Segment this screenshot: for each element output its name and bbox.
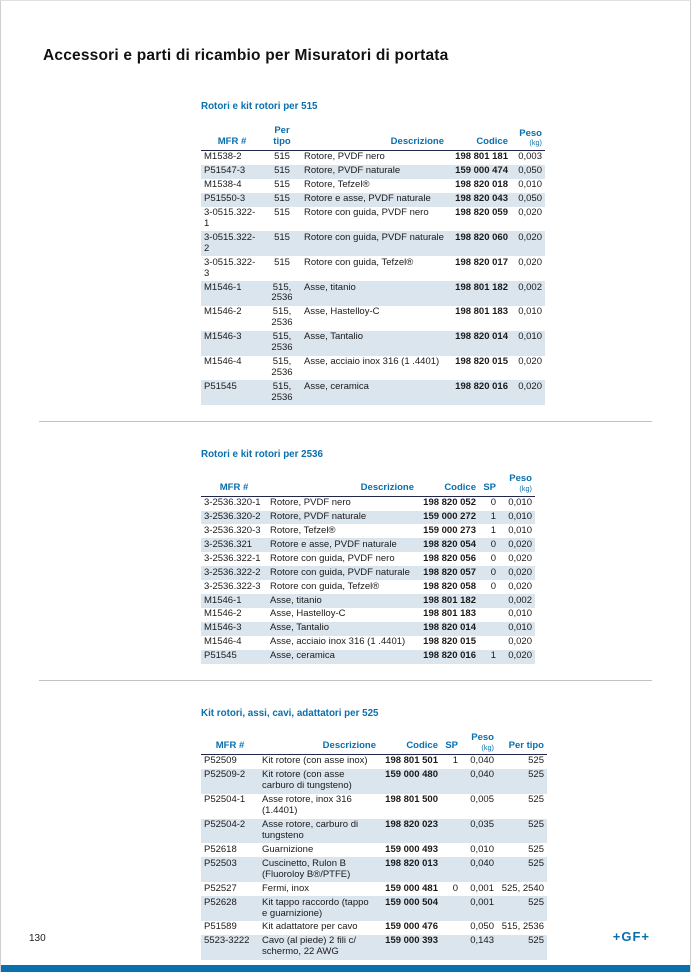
cell: 0,010 [511, 331, 545, 356]
cell: P52527 [204, 882, 237, 894]
cell: 159 000 504 [379, 896, 441, 921]
table-row [201, 193, 545, 207]
cell: 0,010 [518, 179, 542, 191]
cell: M1546-3 [201, 331, 263, 356]
gf-logo: +GF+ [612, 929, 650, 944]
cell: Rotore con guida, Tefzel® [270, 580, 380, 592]
cell: Kit tappo raccordo (tappo e guarnizione) [259, 896, 379, 921]
cell: 3-0515.322-1 [204, 207, 256, 229]
cell: P52504-2 [201, 819, 259, 844]
table-row [201, 165, 545, 179]
cell: 525 [528, 843, 544, 855]
cell: Rotore con guida, PVDF naturale [267, 566, 417, 580]
cell: 0,020 [508, 552, 532, 564]
cell: 3-0515.322-2 [201, 231, 263, 256]
unit-label: (kg) [481, 742, 494, 752]
cell [441, 896, 461, 921]
cell [441, 769, 461, 794]
cell: 525 [497, 819, 547, 844]
cell: 515, 2536 [271, 356, 293, 379]
cell [441, 857, 461, 882]
cell: 198 801 500 [385, 794, 438, 806]
cell: 3-2536.322-1 [204, 552, 261, 564]
cell: 0,010 [499, 622, 535, 636]
table-row [201, 281, 545, 306]
cell: 0,020 [499, 566, 535, 580]
cell: 198 820 060 [447, 231, 511, 256]
cell: 0 [452, 882, 458, 894]
cell: 0,005 [470, 794, 494, 806]
cell: 525 [497, 769, 547, 794]
cell: 525, 2540 [501, 882, 544, 894]
cell [479, 622, 499, 636]
cell: 515 [274, 179, 290, 191]
cell: Kit adattatore per cavo [262, 921, 358, 933]
cell: P51547-3 [201, 165, 263, 179]
cell: 0,010 [508, 497, 532, 509]
column-header: SP [441, 731, 461, 755]
cell: Asse, titanio [301, 281, 447, 306]
table-sections [1, 101, 690, 972]
table-row [201, 566, 535, 580]
column-header: Peso (kg) [461, 731, 497, 755]
column-header: Descrizione [301, 124, 447, 150]
cell: 159 000 476 [385, 921, 438, 933]
cell: Rotore con guida, PVDF nero [304, 207, 429, 219]
cell: P51550-3 [201, 193, 263, 207]
cell: Kit rotore (con asse carburo di tungsteno) [259, 769, 379, 794]
table-row [201, 843, 547, 857]
table-row [201, 896, 547, 921]
cell: Asse, acciaio inox 316 (1 .4401) [304, 356, 440, 368]
cell: 0,001 [461, 896, 497, 921]
cell: Rotore e asse, PVDF naturale [301, 193, 447, 207]
parts-table [201, 472, 535, 663]
cell: 159 000 474 [447, 165, 511, 179]
cell: M1538-2 [204, 151, 242, 163]
section-heading: Kit rotori, assi, cavi, adattatori per 525 [201, 707, 379, 719]
cell: 525 [528, 755, 544, 767]
cell: M1546-2 [204, 306, 242, 318]
table-row [201, 594, 535, 608]
cell: 0 [490, 497, 496, 509]
cell: Rotore, PVDF nero [304, 151, 385, 163]
cell: 0,035 [461, 819, 497, 844]
table-row [201, 622, 535, 636]
cell: M1546-1 [201, 594, 267, 608]
cell: 525 [497, 896, 547, 921]
cell: 0,020 [511, 231, 545, 256]
cell: 159 000 272 [417, 511, 479, 525]
cell: 0,002 [511, 281, 545, 306]
cell: 5523-3222 [201, 935, 259, 960]
cell: 0 [490, 552, 496, 564]
cell: 0,001 [470, 882, 494, 894]
cell: 0,010 [508, 524, 532, 536]
cell: 198 820 058 [423, 580, 476, 592]
header-row [201, 124, 545, 150]
cell: 515 [263, 231, 301, 256]
table-row [201, 179, 545, 193]
cell: Guarnizione [262, 843, 314, 855]
cell: 198 801 501 [385, 755, 438, 767]
cell: 3-2536.322-2 [201, 566, 267, 580]
cell: 198 820 023 [379, 819, 441, 844]
cell: 159 000 493 [385, 843, 438, 855]
column-header: MFR # [201, 124, 263, 150]
cell: 0,020 [511, 380, 545, 405]
cell: Rotore, Tefzel® [270, 524, 336, 536]
section-divider [39, 680, 652, 681]
cell: P52503 [201, 857, 259, 882]
cell: 3-2536.322-3 [204, 580, 261, 592]
cell [441, 843, 461, 857]
cell: P51545 [201, 380, 263, 405]
cell: Asse rotore, inox 316 (1.4401) [262, 794, 352, 817]
cell: Rotore, PVDF naturale [267, 511, 417, 525]
cell: 515, 2536 [263, 380, 301, 405]
column-header: Codice [379, 731, 441, 755]
catalog-section [201, 101, 650, 405]
cell: Cavo (al piede) 2 fili c/ schermo, 22 AWG [259, 935, 379, 960]
column-header: MFR # [201, 731, 259, 755]
cell: 198 820 014 [447, 331, 511, 356]
cell: 515, 2536 [263, 331, 301, 356]
cell: 3-0515.322-3 [204, 256, 256, 279]
cell: 198 820 018 [455, 179, 508, 191]
cell: 159 000 273 [423, 524, 476, 536]
cell: 525 [497, 857, 547, 882]
cell: 198 820 054 [417, 538, 479, 552]
catalog-section [201, 449, 650, 663]
cell: Rotore e asse, PVDF naturale [267, 538, 417, 552]
cell: 0,040 [461, 857, 497, 882]
cell: 3-2536.320-3 [204, 524, 261, 536]
header-row [201, 731, 547, 755]
cell: 198 820 059 [455, 207, 508, 219]
cell: Rotore, PVDF nero [270, 497, 351, 509]
cell: 0,143 [461, 935, 497, 960]
page-number: 130 [29, 933, 46, 944]
table-row [201, 552, 535, 566]
table-row [201, 882, 547, 896]
cell [479, 608, 499, 622]
cell: 0,010 [499, 511, 535, 525]
table-row [201, 331, 545, 356]
cell: 515, 2536 [263, 281, 301, 306]
parts-table [201, 124, 545, 405]
cell: 198 801 181 [455, 151, 508, 163]
table-row [201, 256, 545, 281]
cell: 198 820 052 [423, 497, 476, 509]
cell: 0,010 [508, 608, 532, 620]
column-header: Per tipo [497, 731, 547, 755]
cell: 198 820 056 [423, 552, 476, 564]
table-row [201, 636, 535, 650]
table-row [201, 538, 535, 552]
cell: Rotore, Tefzel® [304, 179, 370, 191]
header-row [201, 472, 535, 496]
cell: Asse, Tantalio [301, 331, 447, 356]
cell: Asse rotore, carburo di tungsteno [259, 819, 379, 844]
cell: M1546-1 [201, 281, 263, 306]
cell: 198 801 182 [417, 594, 479, 608]
cell: 159 000 393 [379, 935, 441, 960]
table-row [201, 306, 545, 331]
cell: 515 [263, 165, 301, 179]
cell: 198 820 017 [455, 256, 508, 268]
table-row [201, 754, 547, 768]
cell: 159 000 481 [385, 882, 438, 894]
cell: P52509-2 [201, 769, 259, 794]
cell: 198 820 043 [447, 193, 511, 207]
cell: Asse, titanio [267, 594, 417, 608]
cell: 1 [479, 511, 499, 525]
cell: 0,020 [508, 636, 532, 648]
column-header: Peso (kg) [499, 472, 535, 496]
cell: 0,040 [461, 769, 497, 794]
column-header: Per tipo [263, 124, 301, 150]
section-heading: Rotori e kit rotori per 515 [201, 101, 318, 112]
cell: Rotore con guida, PVDF nero [270, 552, 395, 564]
table-row [201, 794, 547, 819]
column-header: MFR # [201, 472, 267, 496]
cell: P52509 [204, 755, 237, 767]
cell: 0,050 [511, 165, 545, 179]
table-row [201, 650, 535, 664]
column-header: Descrizione [259, 731, 379, 755]
cell: 198 820 057 [417, 566, 479, 580]
cell [479, 636, 499, 650]
table-row [201, 769, 547, 794]
cell: Fermi, inox [262, 882, 309, 894]
cell: 515, 2536 [501, 921, 544, 933]
table-row [201, 150, 545, 164]
cell [441, 794, 461, 819]
cell: 3-2536.321 [201, 538, 267, 552]
unit-label: (kg) [529, 138, 542, 148]
cell: 198 820 016 [447, 380, 511, 405]
cell: Asse, Tantalio [267, 622, 417, 636]
unit-label: (kg) [519, 484, 532, 494]
cell: 515, 2536 [271, 306, 293, 329]
cell: Asse, Hastelloy-C [304, 306, 380, 318]
cell: Rotore, PVDF naturale [301, 165, 447, 179]
cell: 515 [274, 207, 290, 219]
cell: 0,020 [499, 650, 535, 664]
cell: 0 [479, 566, 499, 580]
cell: P52628 [201, 896, 259, 921]
cell: Asse, ceramica [301, 380, 447, 405]
table-row [201, 524, 535, 538]
table-row [201, 496, 535, 510]
bottom-blue-bar [1, 965, 690, 972]
section-heading: Rotori e kit rotori per 2536 [201, 449, 323, 461]
cell [479, 594, 499, 608]
parts-table [201, 731, 547, 960]
cell: 515 [274, 256, 290, 268]
cell: 3-2536.320-2 [201, 511, 267, 525]
cell: Cuscinetto, Rulon B (Fluoroloy B®/PTFE) [259, 857, 379, 882]
column-header: Peso (kg) [511, 124, 545, 150]
cell: 1 [452, 755, 458, 767]
cell: 0,020 [499, 538, 535, 552]
cell: 0,010 [470, 843, 494, 855]
cell: M1546-2 [204, 608, 242, 620]
table-row [201, 608, 535, 622]
cell: P51589 [204, 921, 237, 933]
cell: 515 [263, 193, 301, 207]
cell: 198 820 013 [379, 857, 441, 882]
cell: 0,040 [470, 755, 494, 767]
cell [441, 819, 461, 844]
cell: 515 [274, 151, 290, 163]
table-row [201, 356, 545, 381]
cell: Asse, Hastelloy-C [270, 608, 346, 620]
cell: P51545 [201, 650, 267, 664]
cell: M1546-3 [201, 622, 267, 636]
cell: 0 [490, 580, 496, 592]
cell: 3-2536.320-1 [204, 497, 261, 509]
cell: 525 [497, 935, 547, 960]
cell: 0 [479, 538, 499, 552]
column-header: Codice [447, 124, 511, 150]
table-row [201, 231, 545, 256]
column-header: Descrizione [267, 472, 417, 496]
table-row [201, 580, 535, 594]
table-row [201, 511, 535, 525]
column-header: SP [479, 472, 499, 496]
cell: 1 [479, 650, 499, 664]
cell: Kit rotore (con asse inox) [262, 755, 368, 767]
cell: 0,003 [518, 151, 542, 163]
cell: Asse, ceramica [267, 650, 417, 664]
cell: 198 820 014 [417, 622, 479, 636]
catalog-section [201, 708, 650, 960]
cell: 198 820 016 [417, 650, 479, 664]
cell: 0,050 [511, 193, 545, 207]
cell: M1546-4 [204, 636, 242, 648]
cell: M1538-4 [204, 179, 242, 191]
page-footer [29, 929, 650, 944]
cell: 198 801 183 [455, 306, 508, 318]
cell: 198 801 182 [447, 281, 511, 306]
cell: 198 820 015 [455, 356, 508, 368]
section-divider [39, 421, 652, 422]
cell: 0,020 [508, 580, 532, 592]
table-row [201, 819, 547, 844]
cell: P52504-1 [204, 794, 246, 806]
cell: Rotore con guida, PVDF naturale [301, 231, 447, 256]
table-row [201, 207, 545, 232]
cell: 198 820 015 [423, 636, 476, 648]
page-title: Accessori e parti di ricambio per Misuratori di portata [43, 47, 449, 64]
cell: P52618 [204, 843, 237, 855]
cell: 0,010 [518, 306, 542, 318]
table-row [201, 857, 547, 882]
cell: 0,002 [499, 594, 535, 608]
cell: M1546-4 [204, 356, 242, 368]
column-header: Codice [417, 472, 479, 496]
cell: 525 [528, 794, 544, 806]
cell: 159 000 480 [379, 769, 441, 794]
cell: Asse, acciaio inox 316 (1 .4401) [270, 636, 406, 648]
cell: 1 [490, 524, 496, 536]
cell: 0,020 [518, 256, 542, 268]
cell: Rotore con guida, Tefzel® [304, 256, 414, 268]
cell: 0,020 [518, 356, 542, 368]
cell: 198 801 183 [423, 608, 476, 620]
cell: 0,050 [470, 921, 494, 933]
cell: 0,020 [518, 207, 542, 219]
table-row [201, 380, 545, 405]
